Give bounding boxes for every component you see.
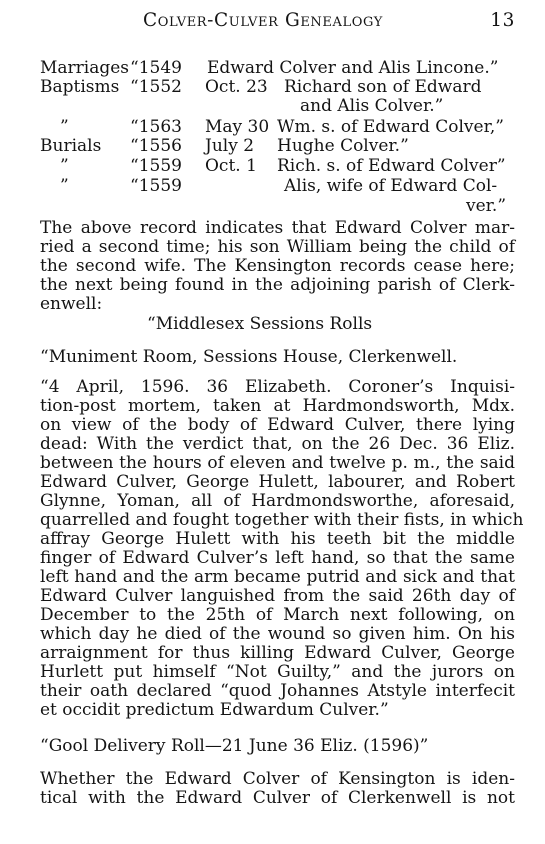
page-number: 13 — [490, 10, 515, 31]
record-year: “1556 — [130, 136, 182, 156]
record-text: Wm. s. of Edward Colver,” — [277, 117, 504, 137]
ditto-mark: ” — [60, 117, 69, 137]
record-text: and Alis Colver.” — [300, 96, 444, 116]
text-line: the next being found in the adjoining parish of Clerk- — [40, 275, 515, 295]
record-kind: Marriages — [40, 58, 130, 78]
record-kind: Burials — [40, 136, 102, 156]
record-text: Rich. s. of Edward Colver” — [277, 156, 506, 176]
record-text: Hughe Colver.” — [277, 136, 409, 156]
text-line: which day he died of the wound so given him. On his — [40, 624, 515, 644]
text-line: enwell: — [40, 294, 103, 314]
record-date: July 2 — [205, 136, 255, 156]
running-title: Colver-Culver Genealogy — [143, 10, 383, 31]
text-line: The above record indicates that Edward Colver mar- — [40, 218, 515, 238]
text-line: December to the 25th of March next following, on — [40, 605, 515, 625]
record-text: Edward Colver and Alis Lincone.” — [207, 58, 499, 78]
record-year: “1559 — [130, 156, 182, 176]
text-line: left hand and the arm became putrid and sick and that — [40, 567, 515, 587]
ditto-mark: ” — [60, 176, 69, 196]
text-line: Edward Culver, George Hulett, labourer, and Robert — [40, 472, 515, 492]
text-line: tical with the Edward Culver of Clerkenwell is not — [40, 788, 515, 808]
text-line: finger of Edward Culver’s left hand, so that the same — [40, 548, 515, 568]
text-line: tion-post mortem, taken at Hardmondsworth, Mdx. — [40, 396, 515, 416]
record-date: May 30 — [205, 117, 270, 137]
record-year: “1559 — [130, 176, 182, 196]
text-line: dead: With the verdict that, on the 26 Dec. 36 Eliz. — [40, 434, 515, 454]
text-line: Whether the Edward Colver of Kensington is iden- — [40, 769, 515, 789]
record-kind: Baptisms — [40, 77, 120, 97]
record-text: Richard son of Edward — [284, 77, 482, 97]
text-line: Hurlett put himself “Not Guilty,” and the jurors on — [40, 662, 515, 682]
record-date: Oct. 23 — [205, 77, 268, 97]
ditto-mark: ” — [60, 156, 69, 176]
text-line: quarrelled and fought together with their fists, in which — [40, 510, 524, 530]
record-year: “1563 — [130, 117, 182, 137]
text-line: “4 April, 1596. 36 Elizabeth. Coroner’s Inquisi- — [40, 377, 515, 397]
sessions-heading: “Middlesex Sessions Rolls — [147, 314, 373, 334]
muniment-line: “Muniment Room, Sessions House, Clerkenwell. — [40, 347, 458, 367]
text-line: affray George Hulett with his teeth bit the middle — [40, 529, 515, 549]
text-line: on view of the body of Edward Culver, there lying — [40, 415, 515, 435]
record-year: “1549 — [130, 58, 182, 78]
text-line: the second wife. The Kensington records cease here; — [40, 256, 515, 276]
text-line: their oath declared “quod Johannes Atstyle interfecit — [40, 681, 515, 701]
gool-delivery-line: “Gool Delivery Roll—21 June 36 Eliz. (1596)” — [40, 736, 429, 756]
text-line: arraignment for thus killing Edward Culver, George — [40, 643, 515, 663]
record-text: ver.” — [466, 196, 507, 216]
text-line: Glynne, Yoman, all of Hardmondsworthe, aforesaid, — [40, 491, 515, 511]
record-date: Oct. 1 — [205, 156, 257, 176]
text-line: ried a second time; his son William being the child of — [40, 237, 515, 257]
record-text: Alis, wife of Edward Col- — [284, 176, 498, 196]
record-year: “1552 — [130, 77, 182, 97]
text-line: Edward Culver languished from the said 26th day of — [40, 586, 515, 606]
running-header — [40, 10, 515, 36]
text-line: et occidit predictum Edwardum Culver.” — [40, 700, 389, 720]
text-line: between the hours of eleven and twelve p. m., the said — [40, 453, 515, 473]
